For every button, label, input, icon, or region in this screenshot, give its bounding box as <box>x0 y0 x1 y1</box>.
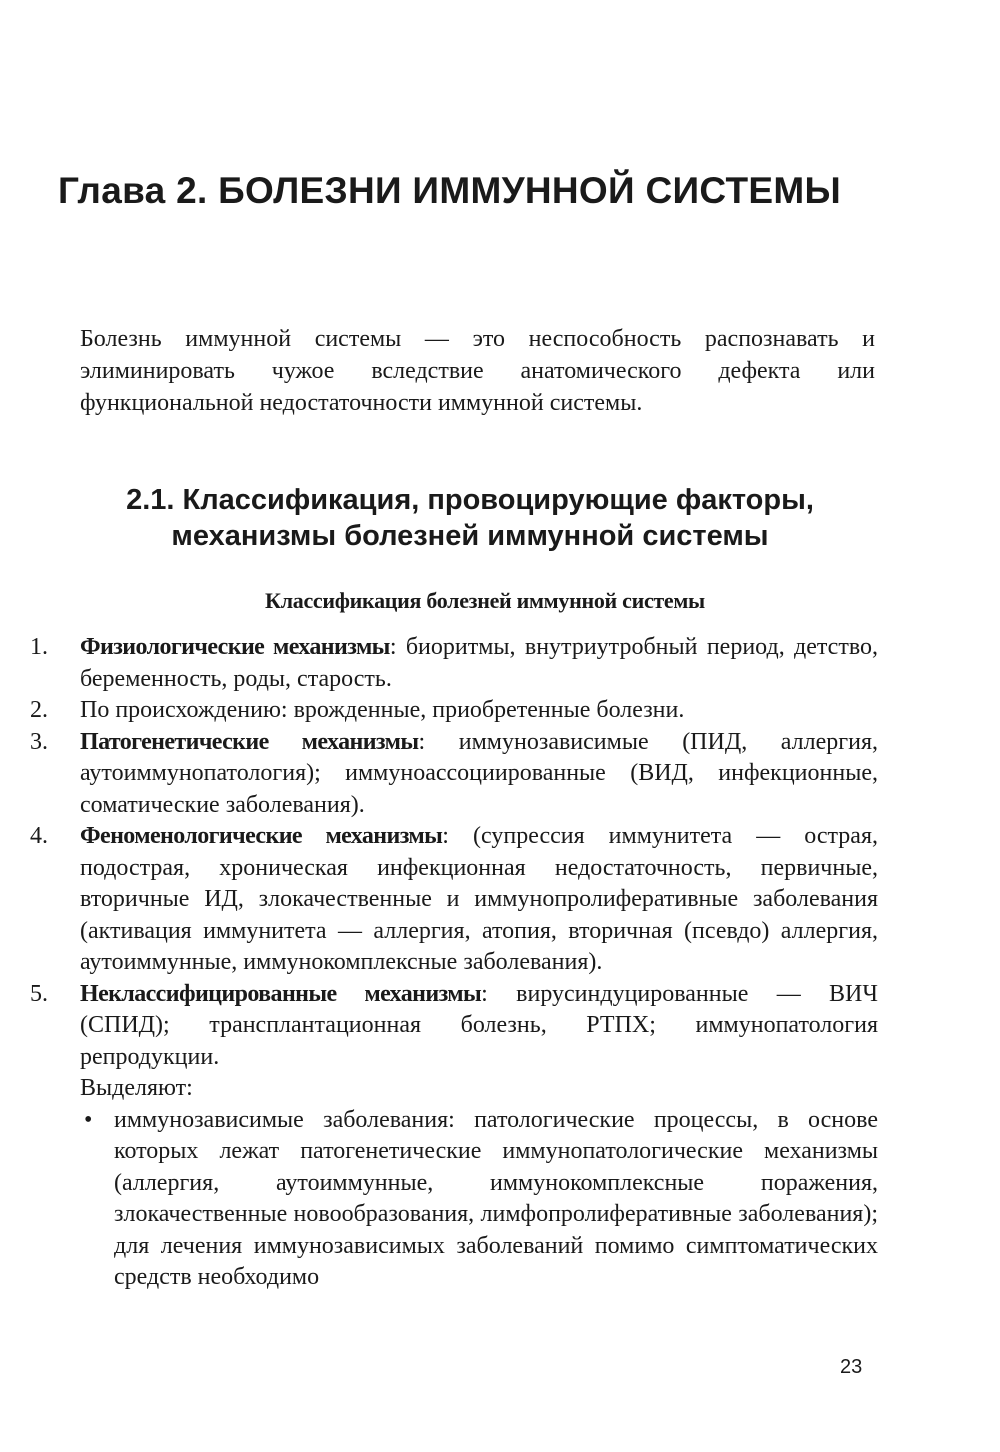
bullet-item <box>80 1105 878 1294</box>
list-item-term: Физиологические механизмы <box>80 634 390 660</box>
list-item-term: Патогенетические механизмы <box>80 728 419 755</box>
list-item <box>30 821 878 979</box>
list-item <box>30 632 878 695</box>
intro-paragraph: Болезнь иммунной системы — это неспособность распознавать и элиминировать чужое вследствие анатомического дефекта или функциональной недостаточности иммунной системы. <box>80 326 875 416</box>
list-item-number: 5. <box>30 980 48 1007</box>
list-item-text: : вирусиндуцированные — ВИЧ (СПИД); трансплантационная болезнь, РТПХ; иммунопатология репродукции. <box>80 980 878 1070</box>
section-title-line-1: 2.1. Классификация, провоцирующие факторы, <box>126 484 814 516</box>
list-item-text: : (супрессия иммунитета — острая, подострая, хроническая инфекционная недостаточность, первичные, вторичные ИД, злокачественные и иммунопролиферативные заболевания (активация иммунитета — аллергия, атопия, вторичная (псевдо) аллергия, аутоиммунные, иммунокомплексные заболевания). <box>80 823 879 975</box>
list-item-text: : биоритмы, внутриутробный период, детство, беременность, роды, старость. <box>80 634 878 692</box>
bullet-icon: • <box>84 1106 93 1133</box>
section-title <box>60 482 880 554</box>
list-item-text: : иммунозависимые (ПИД, аллергия, аутоиммунопатология); иммуноассоциированные (ВИД, инфекционные, соматические заболевания). <box>80 728 878 818</box>
list-item-number: 2. <box>30 697 48 723</box>
chapter-title: Глава 2. БОЛЕЗНИ ИММУННОЙ СИСТЕМЫ <box>58 170 842 211</box>
distinguish-label: Выделяют: <box>80 1075 193 1101</box>
list-item-term: Феноменологические механизмы <box>80 823 443 849</box>
bullet-text: иммунозависимые заболевания: патологические процессы, в основе которых лежат патогенетические иммунопатологические механизмы (аллергия, аутоиммунные, иммунокомплексные поражения, злокачественные новообразования, лимфопролиферативные заболевания); для лечения иммунозависимых заболеваний помимо симптоматических средств необходимо <box>114 1106 878 1290</box>
list-item-number: 3. <box>30 728 48 755</box>
list-item-term: Неклассифицированные механизмы <box>80 980 482 1007</box>
list-item-number: 4. <box>30 823 48 849</box>
list-item <box>30 727 878 822</box>
list-item-number: 1. <box>30 634 48 660</box>
list-item-text: По происхождению: врожденные, приобретенные болезни. <box>80 697 685 723</box>
distinguish-block <box>30 1073 878 1294</box>
page-number: 23 <box>840 1356 863 1378</box>
list-item <box>30 695 878 727</box>
classification-list <box>30 632 878 1294</box>
subsection-title: Классификация болезней иммунной системы <box>265 588 705 613</box>
section-title-line-2: механизмы болезней иммунной системы <box>171 520 769 552</box>
list-item <box>30 979 878 1074</box>
